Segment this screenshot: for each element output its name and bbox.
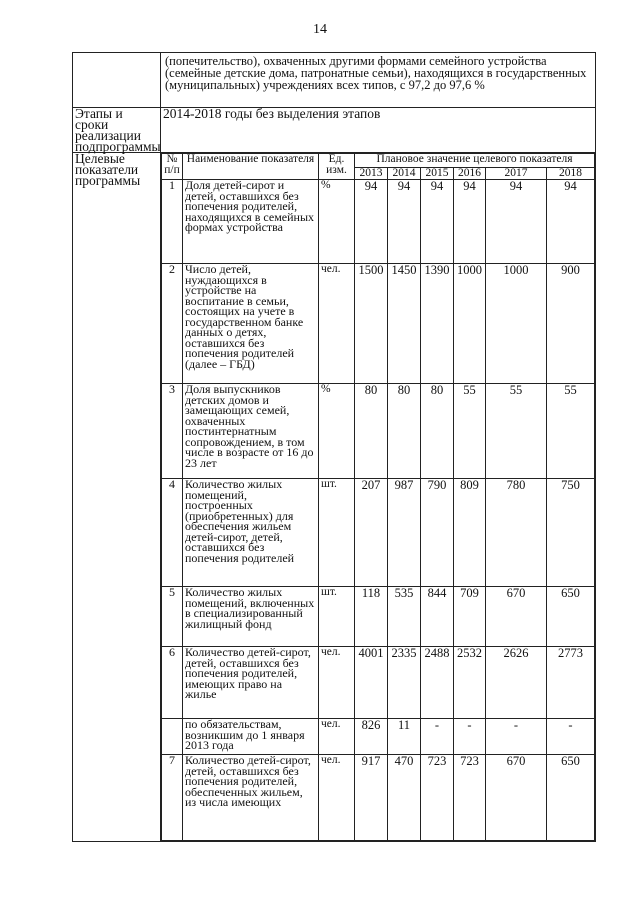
header-unit: Ед. изм. bbox=[319, 154, 355, 180]
row-value: - bbox=[454, 719, 486, 755]
row-unit: % bbox=[319, 384, 355, 479]
row-name: Количество жилых помещений, построенных (приобретенных) для обеспечения жильем детей-сирот, детей, оставшихся без попечения родителей bbox=[183, 479, 319, 587]
row-value: 535 bbox=[388, 587, 421, 647]
table-row bbox=[162, 755, 595, 841]
row-value: 1450 bbox=[388, 264, 421, 384]
row-value: 94 bbox=[454, 180, 486, 264]
row-value: - bbox=[421, 719, 454, 755]
row-value: 670 bbox=[486, 587, 547, 647]
row-value: 1000 bbox=[486, 264, 547, 384]
table-row bbox=[162, 479, 595, 587]
row-value: 55 bbox=[486, 384, 547, 479]
row-unit: % bbox=[319, 180, 355, 264]
row-value: 4001 bbox=[355, 647, 388, 719]
table-row bbox=[162, 264, 595, 384]
row-number: 3 bbox=[162, 384, 183, 479]
row-value: 55 bbox=[547, 384, 595, 479]
table-row bbox=[162, 384, 595, 479]
row-value: 94 bbox=[421, 180, 454, 264]
intro-empty-cell bbox=[73, 53, 161, 108]
year-cell: 2018 bbox=[547, 168, 595, 180]
row-value: 207 bbox=[355, 479, 388, 587]
row-name: Доля выпускников детских домов и замещающих семей, охваченных постинтернатным сопровождением, в том числе в возрасте от 16 до 23 лет bbox=[183, 384, 319, 479]
row-value: 1000 bbox=[454, 264, 486, 384]
row-value: 2626 bbox=[486, 647, 547, 719]
header-num: № п/п bbox=[162, 154, 183, 180]
row-name: Доля детей-сирот и детей, оставшихся без попечения родителей, находящихся в семейных формах устройства bbox=[183, 180, 319, 264]
row-number: 5 bbox=[162, 587, 183, 647]
row-value: 11 bbox=[388, 719, 421, 755]
table-row bbox=[162, 180, 595, 264]
row-unit: чел. bbox=[319, 755, 355, 841]
header-row bbox=[162, 154, 595, 168]
stages-value: 2014-2018 годы без выделения этапов bbox=[161, 108, 596, 153]
row-name: по обязательствам, возникшим до 1 января 2013 года bbox=[183, 719, 319, 755]
row-name: Число детей, нуждающихся в устройстве на воспитание в семьи, состоящих на учете в государственном банке данных о детях, оставшихся без попечения родителей (далее – ГБД) bbox=[183, 264, 319, 384]
table-row bbox=[162, 587, 595, 647]
targets-table bbox=[161, 153, 595, 841]
year-cell: 2013 bbox=[355, 168, 388, 180]
row-value: 650 bbox=[547, 755, 595, 841]
row-number bbox=[162, 719, 183, 755]
row-value: 80 bbox=[421, 384, 454, 479]
row-value: 470 bbox=[388, 755, 421, 841]
row-value: 917 bbox=[355, 755, 388, 841]
row-value: 826 bbox=[355, 719, 388, 755]
row-value: 723 bbox=[454, 755, 486, 841]
table-row bbox=[162, 647, 595, 719]
table-row bbox=[162, 719, 595, 755]
row-value: 94 bbox=[355, 180, 388, 264]
row-number: 4 bbox=[162, 479, 183, 587]
row-name: Количество детей-сирот, детей, оставшихся без попечения родителей, имеющих право на жилье bbox=[183, 647, 319, 719]
row-value: 780 bbox=[486, 479, 547, 587]
year-cell: 2014 bbox=[388, 168, 421, 180]
row-value: 670 bbox=[486, 755, 547, 841]
row-value: 2532 bbox=[454, 647, 486, 719]
row-value: 94 bbox=[388, 180, 421, 264]
year-cell: 2016 bbox=[454, 168, 486, 180]
row-unit: шт. bbox=[319, 587, 355, 647]
row-value: 900 bbox=[547, 264, 595, 384]
row-value: 790 bbox=[421, 479, 454, 587]
stages-row bbox=[73, 108, 596, 153]
row-value: 94 bbox=[547, 180, 595, 264]
row-value: 94 bbox=[486, 180, 547, 264]
row-value: 1500 bbox=[355, 264, 388, 384]
row-value: 2335 bbox=[388, 647, 421, 719]
row-value: 809 bbox=[454, 479, 486, 587]
row-unit: чел. bbox=[319, 264, 355, 384]
row-value: 2488 bbox=[421, 647, 454, 719]
row-name: Количество детей-сирот, детей, оставшихся без попечения родителей, обеспеченных жильем, из числа имеющих bbox=[183, 755, 319, 841]
header-plan: Плановое значение целевого показателя bbox=[355, 154, 595, 168]
row-unit: чел. bbox=[319, 719, 355, 755]
row-value: - bbox=[547, 719, 595, 755]
header-name: Наименование показателя bbox=[183, 154, 319, 180]
passport-table bbox=[72, 52, 596, 842]
row-value: 80 bbox=[388, 384, 421, 479]
row-value: 844 bbox=[421, 587, 454, 647]
row-number: 1 bbox=[162, 180, 183, 264]
targets-row bbox=[73, 153, 596, 842]
row-value: 1390 bbox=[421, 264, 454, 384]
row-value: 55 bbox=[454, 384, 486, 479]
row-unit: чел. bbox=[319, 647, 355, 719]
row-unit: шт. bbox=[319, 479, 355, 587]
intro-text: (попечительство), охваченных другими формами семейного устройства (семейные детские дома, патронатные семьи), находящихся в государственных (муниципальных) учреждениях всех типов, с 97,2 до 97,6 % bbox=[161, 53, 596, 108]
row-value: 750 bbox=[547, 479, 595, 587]
year-cell: 2017 bbox=[486, 168, 547, 180]
targets-label: Целевые показатели программы bbox=[73, 153, 161, 842]
row-number: 6 bbox=[162, 647, 183, 719]
row-name: Количество жилых помещений, включенных в специализированный жилищный фонд bbox=[183, 587, 319, 647]
row-value: - bbox=[486, 719, 547, 755]
row-number: 2 bbox=[162, 264, 183, 384]
row-value: 987 bbox=[388, 479, 421, 587]
row-value: 118 bbox=[355, 587, 388, 647]
row-value: 709 bbox=[454, 587, 486, 647]
stages-label: Этапы и сроки реализации подпрограммы bbox=[73, 108, 161, 153]
row-number: 7 bbox=[162, 755, 183, 841]
intro-row bbox=[73, 53, 596, 108]
year-cell: 2015 bbox=[421, 168, 454, 180]
row-value: 80 bbox=[355, 384, 388, 479]
page-number: 14 bbox=[313, 22, 327, 37]
row-value: 650 bbox=[547, 587, 595, 647]
row-value: 2773 bbox=[547, 647, 595, 719]
row-value: 723 bbox=[421, 755, 454, 841]
